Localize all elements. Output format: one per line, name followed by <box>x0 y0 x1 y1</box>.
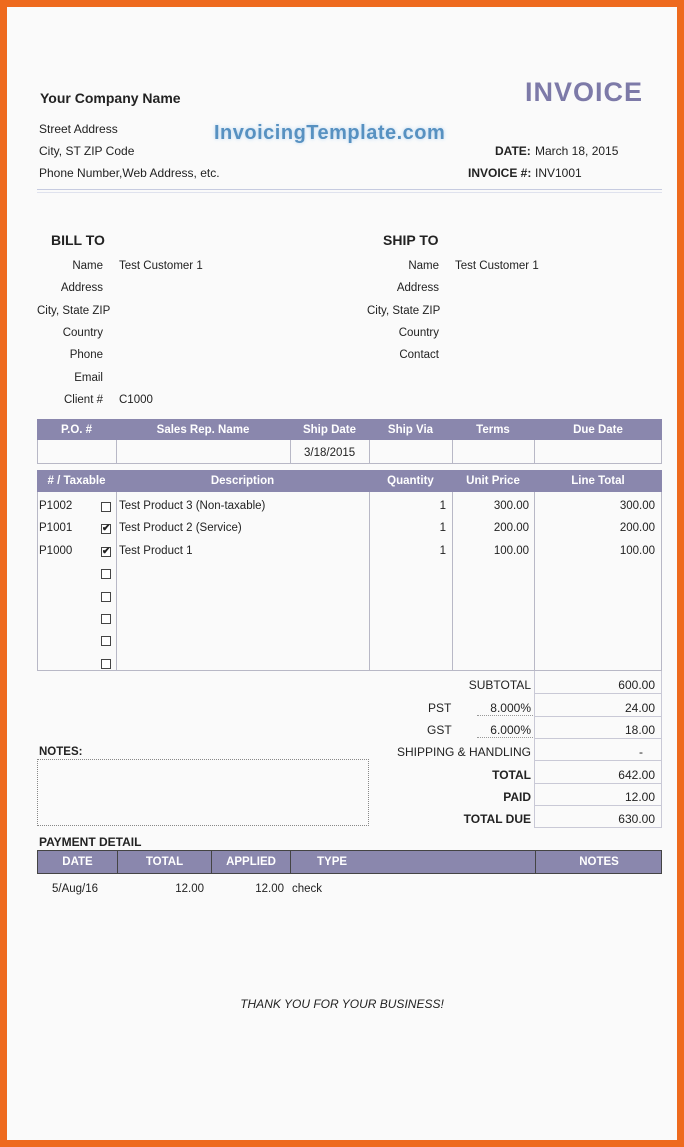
item-unit-price[interactable]: 300.00 <box>493 500 529 512</box>
item-unit-price[interactable]: 200.00 <box>493 522 529 535</box>
taxable-checkbox[interactable] <box>101 636 111 646</box>
taxable-checkbox[interactable] <box>101 569 111 579</box>
bill-to-label: Client # <box>64 393 103 406</box>
order-info-row <box>37 440 662 464</box>
total-due-label: TOTAL DUE <box>463 812 531 826</box>
pst-rate[interactable]: 8.000% <box>490 701 531 715</box>
invoice-title: INVOICE <box>524 77 643 107</box>
payment-applied-header: APPLIED <box>212 851 291 873</box>
gst-label: GST <box>427 723 452 737</box>
paid-label: PAID <box>503 790 531 804</box>
item-line-total: 200.00 <box>619 522 655 535</box>
taxable-checkbox[interactable] <box>101 659 111 669</box>
ship-to-value[interactable]: Test Customer 1 <box>455 260 539 272</box>
bill-to-label: Name <box>72 260 103 272</box>
total-label: TOTAL <box>492 768 531 782</box>
item-sku[interactable]: P1000 <box>39 544 73 557</box>
quantity-header: Quantity <box>387 475 434 487</box>
total-due-value: 630.00 <box>618 812 655 826</box>
taxable-checkbox[interactable]: ✔ <box>102 523 111 535</box>
bill-to-label: Email <box>74 371 103 384</box>
line-total-header: Line Total <box>571 475 625 487</box>
payment-header <box>37 850 662 874</box>
payment-total-header: TOTAL <box>118 851 212 873</box>
shipping-label: SHIPPING & HANDLING <box>396 745 531 759</box>
header-divider-2 <box>37 192 662 193</box>
item-sku[interactable]: P1002 <box>39 500 73 512</box>
bill-to-value[interactable]: C1000 <box>119 393 153 406</box>
payment-notes-header: NOTES <box>579 856 619 868</box>
payment-type[interactable]: check <box>292 883 323 895</box>
item-description[interactable]: Test Product 1 <box>119 544 193 557</box>
payment-applied[interactable]: 12.00 <box>255 883 284 895</box>
ship-to-label: City, State ZIP <box>367 304 441 317</box>
ship-to-label: Address <box>396 282 439 295</box>
item-line-total: 100.00 <box>619 544 655 557</box>
item-description[interactable]: Test Product 2 (Service) <box>119 522 242 535</box>
invoice-number-label: INVOICE #: <box>468 166 532 180</box>
po-header: P.O. # <box>60 423 93 436</box>
gst-rate[interactable]: 6.000% <box>490 723 531 737</box>
item-quantity[interactable]: 1 <box>439 500 446 512</box>
bill-to-heading: BILL TO <box>51 232 105 248</box>
shipping-value[interactable]: - <box>639 745 643 759</box>
terms-header: Terms <box>476 423 510 436</box>
items-body <box>37 492 662 671</box>
ship-to-heading: SHIP TO <box>383 232 439 248</box>
bill-to-label: City, State ZIP <box>37 304 111 317</box>
header-divider <box>37 189 662 190</box>
order-info-header <box>37 419 662 440</box>
payment-total[interactable]: 12.00 <box>175 883 204 895</box>
item-description[interactable]: Test Product 3 (Non-taxable) <box>119 500 266 512</box>
ship-via-header: Ship Via <box>387 423 434 436</box>
ship-date-header: Ship Date <box>302 423 357 436</box>
paid-value: 12.00 <box>624 790 655 804</box>
subtotal-label: SUBTOTAL <box>468 678 531 692</box>
company-street: Street Address <box>39 122 118 136</box>
company-city: City, ST ZIP Code <box>39 144 135 158</box>
date-label: DATE: <box>495 144 531 158</box>
pst-label: PST <box>428 701 452 715</box>
payment-date-header: DATE <box>38 851 118 873</box>
sales-rep-header: Sales Rep. Name <box>156 423 250 436</box>
company-contact: Phone Number,Web Address, etc. <box>39 166 220 180</box>
taxable-checkbox[interactable] <box>101 614 111 624</box>
items-header <box>37 470 662 492</box>
sku-taxable-header: # / Taxable <box>47 475 106 487</box>
bill-to-label: Address <box>60 282 103 295</box>
unit-price-header: Unit Price <box>466 475 520 487</box>
taxable-checkbox[interactable] <box>101 502 111 512</box>
item-unit-price[interactable]: 100.00 <box>493 544 529 557</box>
date-value: March 18, 2015 <box>535 144 619 158</box>
bill-to-value[interactable]: Test Customer 1 <box>119 260 203 272</box>
watermark-logo: InvoicingTemplate.com <box>214 122 446 144</box>
total-value: 642.00 <box>618 768 655 782</box>
notes-label: NOTES: <box>39 746 83 758</box>
ship-to-label: Country <box>398 326 439 339</box>
taxable-checkbox[interactable] <box>101 592 111 602</box>
pst-value: 24.00 <box>624 701 655 715</box>
item-sku[interactable]: P1001 <box>39 522 73 535</box>
ship-to-label: Contact <box>399 349 439 362</box>
thank-you-message: THANK YOU FOR YOUR BUSINESS! <box>240 997 444 1011</box>
description-header: Description <box>210 475 275 487</box>
item-quantity[interactable]: 1 <box>439 522 446 535</box>
payment-type-header: TYPE <box>291 851 536 873</box>
ship-date-value[interactable]: 3/18/2015 <box>304 447 356 459</box>
item-line-total: 300.00 <box>619 500 655 512</box>
ship-to-label: Name <box>408 260 439 272</box>
due-date-header: Due Date <box>573 423 623 436</box>
invoice-number-value: INV1001 <box>535 166 582 180</box>
subtotal-value: 600.00 <box>618 678 655 692</box>
payment-date[interactable]: 5/Aug/16 <box>52 883 99 895</box>
bill-to-label: Phone <box>69 349 103 362</box>
taxable-checkbox[interactable]: ✔ <box>102 545 111 557</box>
item-quantity[interactable]: 1 <box>439 544 446 557</box>
bill-to-label: Country <box>62 326 103 339</box>
notes-field[interactable] <box>37 759 369 826</box>
gst-value: 18.00 <box>624 723 655 737</box>
payment-detail-heading: PAYMENT DETAIL <box>39 835 142 849</box>
company-name: Your Company Name <box>40 90 181 106</box>
